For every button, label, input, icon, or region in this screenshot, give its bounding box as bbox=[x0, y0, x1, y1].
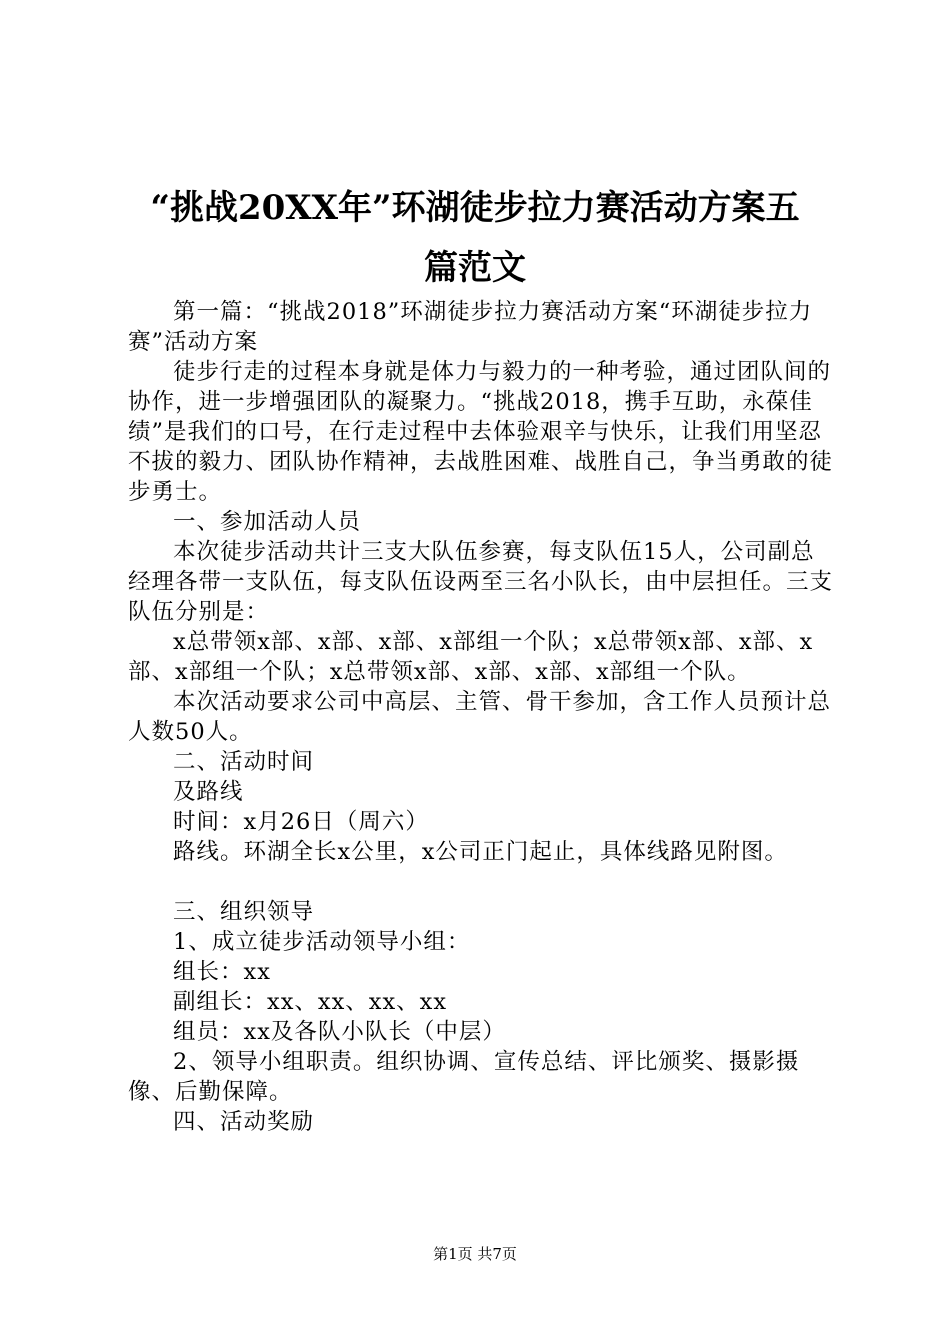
paragraph: 组长：xx bbox=[173, 959, 271, 985]
paragraph: 本次活动要求公司中高层、主管、骨干参加，含工作人员预计总人数50人。 bbox=[128, 689, 832, 745]
section-heading: 三、组织领导 bbox=[173, 899, 315, 925]
paragraph: 第一篇：“挑战2018”环湖徒步拉力赛活动方案“环湖徒步拉力赛”活动方案 bbox=[128, 299, 813, 355]
section-heading: 二、活动时间 bbox=[173, 749, 315, 775]
paragraph: 徒步行走的过程本身就是体力与毅力的一种考验，通过团队间的协作，进一步增强团队的凝聚力。“挑战2018，携手互助，永葆佳绩”是我们的口号，在行走过程中去体验艰辛与快乐，让我们用坚忍不拔的毅力、团队协作精神，去战胜困难、战胜自己，争当勇敢的徒步勇士。 bbox=[128, 359, 834, 505]
section-heading: 一、参加活动人员 bbox=[173, 509, 362, 535]
page-footer: 第1页 共7页 bbox=[433, 1245, 517, 1263]
paragraph: x总带领x部、x部、x部、x部组一个队；x总带领x部、x部、x部、x部组一个队；x总带领x部、x部、x部、x部组一个队。 bbox=[128, 629, 814, 685]
paragraph: 组员：xx及各队小队长（中层） bbox=[173, 1019, 506, 1045]
paragraph: 1、成立徒步活动领导小组： bbox=[173, 929, 471, 955]
document-body bbox=[128, 297, 833, 1137]
document-title-line-2: 篇范文 bbox=[424, 248, 526, 288]
document-title-line-1: “挑战20XX年”环湖徒步拉力赛活动方案五 bbox=[150, 188, 800, 228]
paragraph: 副组长：xx、xx、xx、xx bbox=[173, 989, 448, 1015]
paragraph: 时间：x月26日（周六） bbox=[173, 809, 429, 835]
paragraph: 2、领导小组职责。组织协调、宣传总结、评比颁奖、摄影摄像、后勤保障。 bbox=[128, 1049, 800, 1105]
paragraph: 本次徒步活动共计三支大队伍参赛，每支队伍15人，公司副总经理各带一支队伍，每支队伍设两至三名小队长，由中层担任。三支队伍分别是： bbox=[128, 539, 834, 625]
section-heading: 四、活动奖励 bbox=[173, 1109, 315, 1135]
paragraph: 及路线 bbox=[173, 779, 244, 805]
paragraph: 路线。环湖全长x公里，x公司正门起止，具体线路见附图。 bbox=[173, 839, 788, 865]
